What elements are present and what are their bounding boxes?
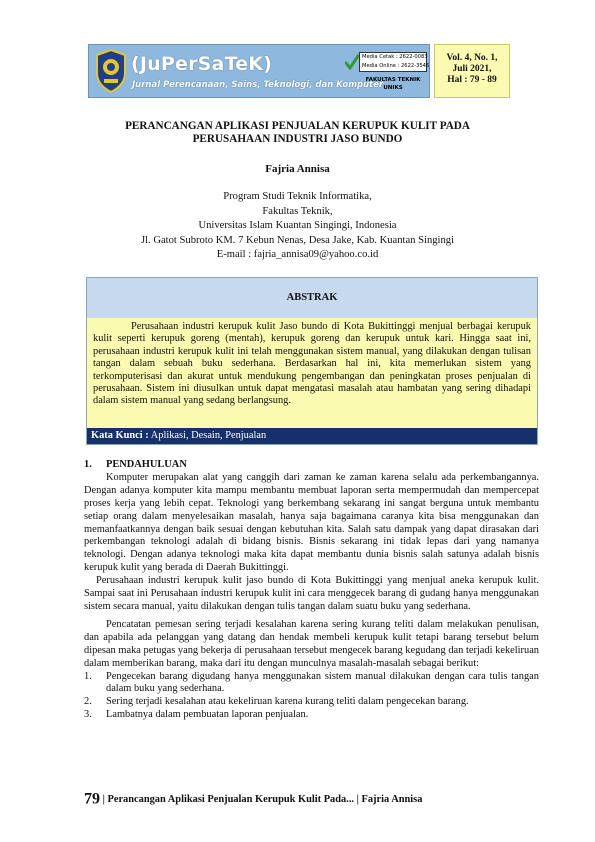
journal-brand-subtitle: Jurnal Perencanaan, Sains, Teknologi, dan Komputer [132, 80, 384, 90]
title-line-1: PERANCANGAN APLIKASI PENJUALAN KERUPUK KULIT PADA [125, 120, 470, 132]
abstract-box [86, 277, 538, 445]
affiliation-block [60, 190, 535, 263]
list-item [84, 671, 539, 697]
affiliation-line: Jl. Gatot Subroto KM. 7 Kebun Nenas, Desa Jake, Kab. Kuantan Singingi [140, 234, 455, 246]
list-text: Sering terjadi kesalahan atau kekeliruan karena kurang teliti dalam pengecekan barang. [106, 696, 469, 708]
section-title: PENDAHULUAN [106, 459, 187, 470]
abstract-body [87, 318, 537, 428]
page-number: 79 [84, 790, 100, 808]
affiliation-line: Fakultas Teknik, [262, 205, 333, 217]
faculty-label [361, 76, 425, 92]
affiliation-line: Universitas Islam Kuantan Singingi, Indonesia [198, 220, 397, 232]
journal-banner [88, 44, 430, 98]
running-footer: | Perancangan Aplikasi Penjualan Kerupuk Kulit Pada... | Fajria Annisa [100, 793, 423, 805]
paragraph: Pencatatan pemesan sering terjadi kesalahan karena sering kurang teliti dalam melakukan penulisan, dan apabila ada pelanggan yang datang dan hendak membeli kerupuk kulit tetapi barang tersebut belum dipesan maka petugas yang bekerja di perusahaan tersebut mengecek barang kegudang dan terjadi kekeliruan dalam memberikan barang, maka dari itu dengan munculnya masalah-masalah sebagai berikut: [84, 618, 539, 669]
paragraph: Komputer merupakan alat yang canggih dari zaman ke zaman karena selalu ada perkembangannya. Dengan adanya komputer kita mampu membantu membuat laporan serta mempermudah dan mempercepat proses kerja yang lebih cepat. Teknologi yang berkembang sekarang ini sangat berguna untuk membantu setiap orang dalam menyelesaikan masalah, hanya saja bagaimana caranya kita bisa menggunakan dan memanfaatkannya dengan baik sesuai dengan kebutuhan kita. Salah satu dampak yang dapat dirasakan dari perkembangan teknologi adalah di bidang bisnis. Bisnis sekarang ini tidak lepas dari yang namanya teknologi. Dengan adanya teknologi maka kita dapat membantu dunia bisnis salah satunya adalah bisnis kerupuk kulit yang berada di Daerah Bukittinggi. [84, 471, 539, 574]
list-item [84, 696, 539, 709]
keywords-text: Aplikasi, Desain, Penjualan [148, 430, 267, 441]
faculty-line-2: UNIKS [383, 85, 403, 91]
volume-number: Vol. 4, No. 1, [446, 53, 498, 63]
issn-box [359, 52, 430, 72]
section-number: 1. [84, 459, 92, 470]
issn-panel [345, 52, 429, 94]
problem-list [84, 671, 539, 723]
journal-brand: (JuPerSaTeK) [131, 53, 273, 75]
issn-online: Media Online : 2622-3546 [362, 63, 430, 69]
volume-date: Juli 2021, [452, 64, 492, 74]
paper-title [60, 120, 535, 146]
list-item [84, 709, 539, 722]
affiliation-line: Program Studi Teknik Informatika, [223, 191, 372, 202]
checkmark-icon [345, 54, 359, 70]
page-footer [84, 790, 539, 808]
university-logo-icon [95, 49, 127, 93]
author-email: E-mail : fajria_annisa09@yahoo.co.id [216, 249, 379, 261]
keywords-bar [87, 428, 537, 444]
list-text: Pengecekan barang digudang hanya menggunakan sistem manual dilakukan dengan cara tulis tangan dalam buku yang sederhana. [106, 670, 539, 695]
issn-print: Media Cetak : 2622-0083 [362, 54, 428, 60]
faculty-line-1: FAKULTAS TEKNIK [365, 77, 421, 83]
title-line-2: PERUSAHAAN INDUSTRI JASO BUNDO [192, 133, 403, 145]
volume-pages: Hal : 79 - 89 [447, 75, 497, 85]
list-number: 2. [84, 696, 92, 708]
list-number: 1. [84, 670, 92, 682]
paper-body [84, 459, 539, 722]
abstract-heading: ABSTRAK [87, 278, 537, 318]
list-text: Lambatnya dalam pembuatan laporan penjualan. [106, 709, 309, 721]
keywords-label: Kata Kunci : [91, 430, 149, 441]
abstract-text: Perusahaan industri kerupuk kulit Jaso bundo di Kota Bukittinggi menjual berbagai kerupuk kulit seperti kerupuk goreng (mentah), kerupuk goreng dan kerupuk untuk kari. Hingga saat ini, perusahaan industri kerupuk kulit ini telah menggunakan sistem manual, yang dilakukan dengan tulisan tangan dalam sebuah buku sederhana. Berdasarkan hal ini, kita memerlukan sistem yang terkomputerisasi dan akurat untuk mendukung pengembangan dan peningkatan proses penjualan di perusahaan. Sistem ini diusulkan untuk dapat mengatasi masalah atau hambatan yang sering dihadapi dalam sistem manual yang sedang berlangsung. [93, 321, 531, 407]
list-number: 3. [84, 709, 92, 721]
volume-box [434, 44, 510, 98]
paragraph: Perusahaan industri kerupuk kulit jaso bundo di Kota Bukittinggi yang menjual aneka kerupuk kulit. Sampai saat ini Perusahaan industri kerupuk kulit ini cara menggecek barang di gudang hanya menggunakan sistem secara manual, yaitu dilakukan dengan tulis tangan dalam suatu buku yang sederhana. [84, 575, 539, 612]
author-name: Fajria Annisa [265, 163, 330, 175]
section-heading [84, 459, 539, 472]
